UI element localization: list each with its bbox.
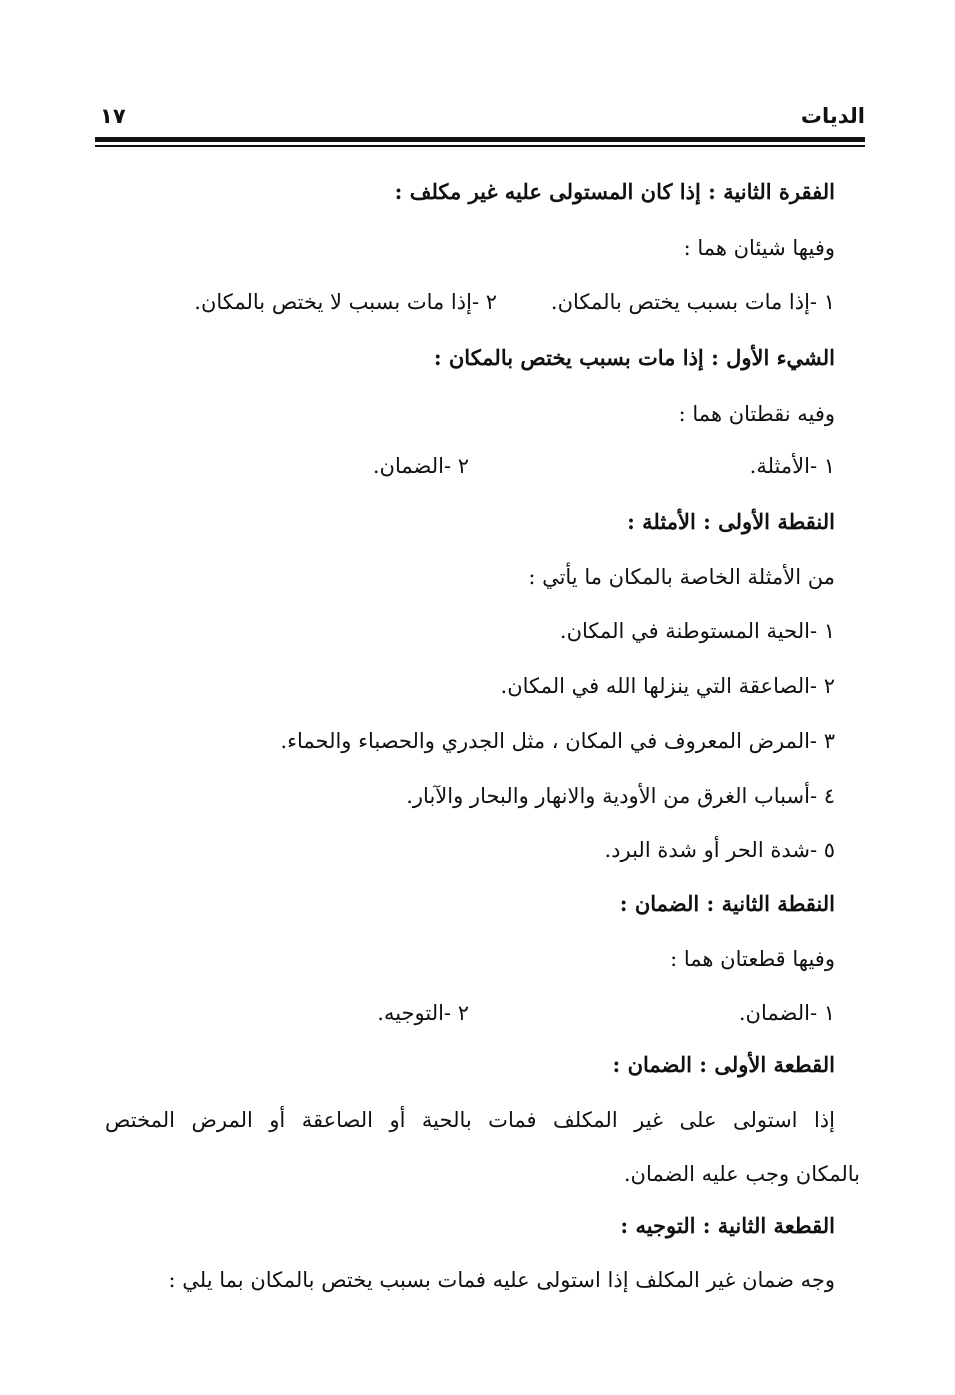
paragraph: وفيها قطعتان هما :: [670, 947, 835, 971]
piece-heading: القطعة الأولى : الضمان :: [612, 1052, 835, 1077]
header-rule-thick: [95, 137, 865, 142]
page-number: ١٧: [100, 104, 126, 128]
point-heading: النقطة الثانية : الضمان :: [619, 891, 835, 916]
header-rule-thin: [95, 145, 865, 147]
list-item: ٤ -أسباب الغرق من الأودية والانهار والبحار والآبار.: [406, 784, 835, 808]
list-item: ١ -إذا مات بسبب يختص بالمكان.: [550, 290, 835, 314]
paragraph-line: إذا استولى على غير المكلف فمات بالحية أو الصاعقة أو المرض المختص: [105, 1108, 835, 1132]
list-item: ٢ -التوجيه.: [377, 1001, 469, 1025]
list-item: ١ -الحية المستوطنة في المكان.: [559, 619, 835, 643]
section-heading: الفقرة الثانية : إذا كان المستولى عليه غير مكلف :: [394, 179, 835, 204]
running-title: الديات: [800, 104, 865, 128]
paragraph: وجه ضمان غير المكلف إذا استولى عليه فمات بسبب يختص بالمكان بما يلي :: [168, 1268, 835, 1292]
list-item: ٥ -شدة الحر أو شدة البرد.: [604, 838, 835, 862]
piece-heading: القطعة الثانية : التوجيه :: [620, 1213, 835, 1238]
paragraph-line: بالمكان وجب عليه الضمان.: [623, 1162, 860, 1186]
paragraph: من الأمثلة الخاصة بالمكان ما يأتي :: [528, 565, 835, 589]
point-heading: النقطة الأولى : الأمثلة :: [627, 509, 835, 534]
list-item: ٣ -المرض المعروف في المكان ، مثل الجدري والحصباء والحماء.: [280, 729, 835, 753]
list-item: ١ -الضمان.: [738, 1001, 835, 1025]
list-item: ٢ -إذا مات بسبب لا يختص بالمكان.: [194, 290, 497, 314]
paragraph: وفيها شيئان هما :: [683, 236, 835, 260]
subsection-heading: الشيء الأول : إذا مات بسبب يختص بالمكان :: [433, 345, 835, 370]
list-item: ٢ -الصاعقة التي ينزلها الله في المكان.: [500, 674, 835, 698]
list-item: ١ -الأمثلة.: [749, 454, 835, 478]
page-header: [95, 104, 865, 134]
list-item: ٢ -الضمان.: [372, 454, 469, 478]
paragraph: وفيه نقطتان هما :: [678, 402, 835, 426]
